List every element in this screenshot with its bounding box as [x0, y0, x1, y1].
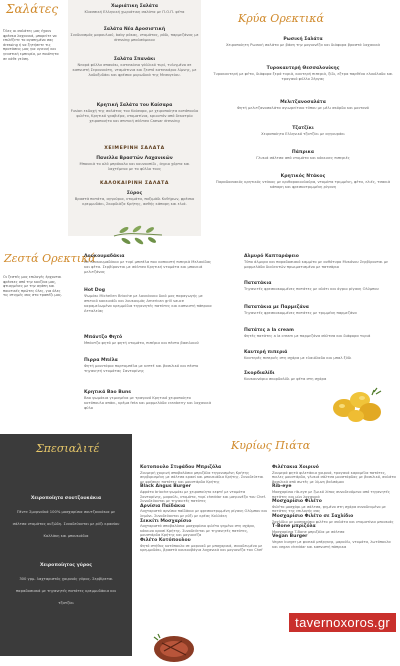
- cold-title: Κρύα Ορεκτικά: [238, 12, 324, 25]
- warm-item: Λουκουμαδάκια Με λουκουμαδάκια με τυρί μπιπέλα που καπνιστή πιπεριά Μελανίδας και φέτα. Σερβίρονται με σάλτσα Κρητική ντομάτα και μπουκιά μελιτζάνας: [84, 254, 212, 274]
- warm-title: Ζεστά Ορεκτικά: [4, 252, 96, 265]
- warm-item: Σκορδιαλίδι Κουκουνάριο σκορδαλίδι με φέτα στη σχάρα: [244, 371, 327, 381]
- special-desc: 300 γρμ. λαχταριστός χοιρινός γύρος. Σερβίρεται παραδοσιακά με τηγανητές πατάτες κρεμμυδάκια και τζατζίκι: [15, 577, 117, 605]
- salad-item: Κρητική Σαλάτα του Καίσαρα Fusion εκδοχή της σαλάτας του Καίσαρα, με χειροποίητα κοτόπουλο φιλέτο, Κρητικό γραβιέρα, ντοματίνια, κριουτόν από δεκατρίο χειροποιήτο και σπιτική σάλτσα Caesar dressing: [70, 103, 199, 123]
- mains-right-column: [272, 465, 396, 549]
- main-item: Μοσχαρίσιο Φιλέτο Φιλέτο μοσχάρι με σάλτσα, ψημένο στη σχάρα συνοδευμένο με πατάτες της επιλογής σας: [272, 499, 386, 514]
- warm-item: Πατατάκια Τηγανιτές φρεσκοκομμένες πατάτες με αλάτι και άγριο ρίγανη Ολύμπου: [244, 281, 379, 291]
- mains-left-column: [140, 465, 268, 553]
- salads-note: Όλες οι σαλάτες μας έχουν φρέσκα λαχανικά, μπορείτε να επιλέξετε το αγαπημένο σας dressing ή να ζητήσετε τις προτάσεις μας για υγιεινή και γευστική εμπειρία, με ποιότητα σε κάθε γεύση.: [3, 29, 59, 61]
- warm-item: Κρητικά Bao Buns Bao ψωμάκια γεμισμένα με τραγανό Κρητικό χειροποίητο κοτόπουλο απάκι, κρέμα feta και μαρμελάδα cranberry και λαχανικά φύλο: [84, 390, 212, 410]
- warm-item: Πατατάκια με Παρμεζάνα Τηγανιτές φρεσκοκομμένες πατάτες με τριμμένη παρμεζάνα: [244, 305, 357, 315]
- warm-item: Πατάτες a la cream Φητές πατάτες a la cream με παρμεζάνα σάλτσα και διάφορα τυριά: [244, 328, 371, 338]
- main-item: Μοσχαρίσιο Φιλέτο σε Σαχλίδιο Σαχλίδιο με μοσχαρίσιο φιλέτο με σαλάτα και ντοματίνια μπουκιάς: [272, 513, 394, 524]
- salad-item: Χωριάτικη Σαλάτα Κλασσική Ελληνική χωριάτικη σαλάτα με Π.Ο.Π. φέτα: [84, 4, 185, 14]
- main-item: Rib-eye Μοσχαρίσιο rib-eye με ζωικό λίπος συνοδευόμενο από τηγανητές πατάτες και μίνι λαχανικά: [272, 484, 390, 499]
- main-item: Black Angus Burger Αφράτο brioche ψωμάκι με χειροποίητο κεφτέ με ντομάτα Σαντορίνης, μαρούλι, ντομάτα, τυρί cheddar και μαγιονέζα του Chef. Συνοδεύονται με τηγανιτές πατάτες: [140, 484, 266, 504]
- salad-item: Πανελλα Βραστών Λαχανικών Μπουκιά το ολό μπρόκολο και κουνουπίδι , άγριο χόρτα και λαχτέμενα με το φύλλο τους: [79, 156, 190, 171]
- main-item: Σεκκίτι Μοσχαρίσιο Λαχταριστά σπαβαλόσια μοσχαρίσιο φιλέτο ψημένο στη σχάρα, κόκκινο κρασί Κρήτης. Συνοδεύεται με τηγανητές πατάτες, μουστάρδα Κρήτης και μαγιονέζα: [140, 518, 255, 538]
- main-item: Τ-Bone μπριζόλα Μοσχαρίσια T-Bone μπριζόλα με σάλτσα: [272, 524, 345, 534]
- warm-section: [0, 250, 400, 425]
- main-item: Φιλέτακια Χοιρινό Ζουμερά φητά φιλετάκια χοιρινά, τραγανά καραμέλα πατάτες, πικλες μουστάρδα, γλυκιά σάλτσα μουστάρδας με βασιλικό, σαλάτα βασιλικά από σωτές με λίμνη βαλσάμου: [272, 465, 396, 484]
- special-title: Σπεσιαλιτέ: [36, 442, 100, 455]
- steak-icon: [150, 631, 198, 665]
- warm-item: Αλμυρό Καπταράφειο Τύπο άλμυρα και παραδοσιακό καμμίτο με ανθότυρο Μυκόνου Σερβίρονται με μαρμελάδα διαλεκτών πρωιματισμένο με πατσάριο: [244, 254, 389, 269]
- salad-item: Σαλάτα Σπανάκι Νεαρά φύλλα σπανάκι, κατσικίσιο γάλλικό τυρί, τυλιγμένο σε καπνιστή Σερανικάτη, νταμάτινια και ζεστό κατσικάριο λίμνης, με λαδοξυδάκι και φρέσκα μυρωδικά της Μεσογείου.: [72, 57, 197, 77]
- cold-item: Ρωσική Σαλάτα Χειροποίητη Ρωσική σαλάτα με βάση την μαγιονέζα και διάφορα βραστά λαχανικά: [226, 37, 380, 47]
- warm-item: Πιρρα Μπέλα Φητή μανιτάρια πορτομπέλα με κεπτέ και βασιλικό και πέστο τηγανητή ντομάτας Σαντορίνης: [84, 358, 199, 373]
- cold-item: Κρητικός Ντάκος Παραδοσιακός κρητικός ντάκος με κριθαροκουλούρα, ντομάτα τριμμένη, φέτα, ελιές, τσακιά κάπαρη και φρεσκοτριμμένη ρίγανη: [215, 174, 391, 189]
- leaf-branch-icon: [112, 222, 164, 248]
- cold-item: Μελιτζανοσαλάτα Φητή μελιτζανοσαλάτα αγιωρείτικο τύπου με μέλι σκόρδο και μαιτανό: [237, 100, 369, 110]
- main-item: Κοτοπουλο Στιφάδου Μπριζόλα Ζουμερή χοιρινή σπαβαλόσια μπριζόλα τηγανισμένη Κρήτης σερβιρισμένη με σάλτσα κρασί και μπουκιάδια Κρήτης. Συνοδεύεται με φρέσκες πατάτες και μουστάρδα Κρήτης: [140, 465, 264, 484]
- salads-title: Σαλάτες: [6, 2, 59, 16]
- specialties-panel: [0, 434, 132, 656]
- salad-item: Σύρος Βραστά πατάτα, αγγούρια, ντομάτα, παξιμάδι Κυθήρων, φρέσκο κρεμμυδάκι, Σκορδιάζα Κρήτης, ασθής κάπαρη και ελιά.: [74, 191, 195, 206]
- mains-title: Κυρίως Πιάτα: [231, 439, 311, 452]
- special-item: Χειροποίητα σουτζουκάκια: [30, 496, 102, 501]
- salads-section: [0, 0, 400, 250]
- warm-item: Hot Dog Ψωμάκι Michellen Brioche με λουκάνικο δικό μας παραγωγής με σπιτικό κοκκινάδι και λουκουμάς American grill sauce καραμελωμένα κρεμμύδια τηγανητές πατάτες και καπνιστή πάπρικα Ατταλείας: [84, 288, 212, 313]
- site-watermark: tavernoxoros.gr: [289, 613, 396, 632]
- warm-item: Μπάντζο Φητό Μπάντζο φητό με φητή ντομάτα, πιπέρια και πέστο βασιλικού: [84, 335, 199, 345]
- special-item: Χειροποίητος γύρος: [40, 563, 92, 568]
- cold-item: Τζατζίκι Χειροποίητο Ελληνικό τζατζίκι με αγγουράκι: [261, 126, 345, 136]
- salad-heading: ΧΕΙΜΕΡΙΝΗ ΣΑΛΑΤΑ: [104, 146, 165, 151]
- cold-item: Τυροκαυτερή Θεσσαλονίκης Τυροκαυτερή με φέτα, διάφορα ξερά τυριά, καυτερή πιπεριά, ξίδι, εξτρα παρθένο ελαιόλαδο και τραγανό φύλλο Σέργας: [213, 66, 393, 81]
- potatoes-icon: [330, 386, 386, 424]
- salad-item: Σαλάτα Νέα Δροσιστική Συνδυασμός μαρουλιού, baby ρόκας, ντομάτας, ρόδι, παρμεζάνας με dressing μπαλσάμικου: [70, 27, 199, 42]
- special-desc: Πέντε Σμυρναϊκά 100% μοσχαρίσια σουτζουκάκια με σάλτσα ντομάτας ουζώδη. Συνοδεύονται με ρύζι κρασίου Κολλάκη και μπουκιάδια: [12, 510, 120, 538]
- main-item: Φιλέτο Κοτόπουλου Φητό στήθος κοτόπουλο σε μαριναδ με μπαχαρικά, συνοδευμένο με κρεμμυδάκι, βραστά κουκουβάγια λαχανικά και μαγιονέζα του Chef: [140, 537, 263, 553]
- warm-item: Καυτερή πιπεριά Καυτερές πιπεριές στη σχάρα με ελαιόλαδο και μπαλ ξύδι: [244, 350, 352, 360]
- salad-heading: ΚΑΛΟΚΑΙΡΙΝΗ ΣΑΛΑΤΑ: [99, 181, 170, 186]
- warm-note: Οι ζεστές μας επιλογές έρχονται φρέσκες από την κουζίνα μας, φτιαγμένες με την αγάπη και ποιοτικές πρώτες ύλες, για όλες τις στιγμές σας στο τραπέζι μας.: [3, 275, 63, 298]
- cold-item: Πάπρικα Γλυκιά σάλτσα από ντομάτα και κόκκινες πιπεριές: [256, 150, 350, 160]
- main-item: Αρνίσια Παϊδάκια Λαχταριστά αρνίσια παϊδάκια με φρεσκοτριμμένη ρίγανη Ολύμπου και λεμόνι. Συνοδεύονται με ρύζι με κρέας Κολλάκη: [140, 503, 268, 518]
- main-item: Vegan Burger Vegan burger με φυσικό μπέργκερ, μαρούλι, ντομάτα, λωτόπουλα και vegan cheddar και καπνιστή πάπρικα: [272, 534, 391, 549]
